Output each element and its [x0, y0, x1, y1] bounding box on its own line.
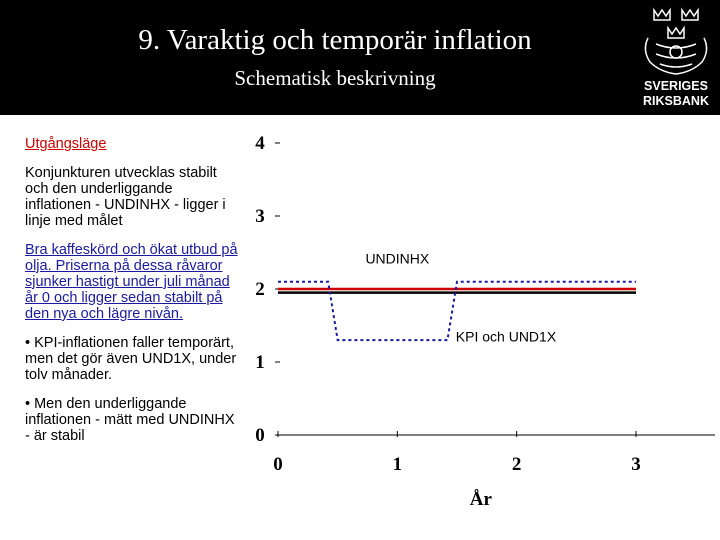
y-tick-label: 0: [255, 425, 265, 446]
riksbank-logo: [634, 4, 718, 112]
chart-axes: [255, 133, 715, 510]
bullet-kpi: • KPI-inflationen faller temporärt, men det gör även UND1X, under tolv månader.: [25, 335, 237, 383]
paragraph-link[interactable]: Bra kaffeskörd och ökat utbud på olja. Priserna på dessa råvaror sjunker hastigt under juli månad år 0 och ligger sedan stabilt på den nya och lägre nivån.: [25, 242, 238, 322]
slide-title: 9. Varaktig och temporär inflation: [138, 24, 532, 56]
slide-subtitle: Schematisk beskrivning: [234, 66, 436, 90]
y-tick-label: 2: [255, 279, 265, 300]
header-bar: [0, 0, 720, 115]
x-tick-label: 3: [631, 454, 641, 475]
series-label-undinhx: UNDINHX: [365, 250, 430, 267]
series-label-kpi: KPI och UND1X: [455, 328, 557, 345]
x-tick-label: 0: [273, 454, 283, 475]
heading-link[interactable]: Utgångsläge: [25, 136, 107, 152]
x-axis-title: År: [469, 489, 492, 510]
y-tick-label: 1: [255, 352, 265, 373]
inflation-chart: [245, 120, 715, 520]
logo-text-bottom: RIKSBANK: [643, 94, 709, 108]
left-text-panel: [25, 136, 240, 457]
x-tick-label: 1: [392, 454, 403, 475]
logo-text-top: SVERIGES: [644, 79, 708, 93]
y-tick-label: 4: [255, 133, 265, 154]
x-tick-label: 2: [511, 454, 522, 475]
paragraph-intro: Konjunkturen utvecklas stabilt och den underliggande inflationen - UNDINHX - ligger i linje med målet: [25, 165, 226, 229]
y-tick-label: 3: [255, 206, 265, 227]
bullet-undinhx: • Men den underliggande inflationen - mätt med UNDINHX - är stabil: [25, 396, 235, 444]
chart-labels: [365, 250, 556, 344]
